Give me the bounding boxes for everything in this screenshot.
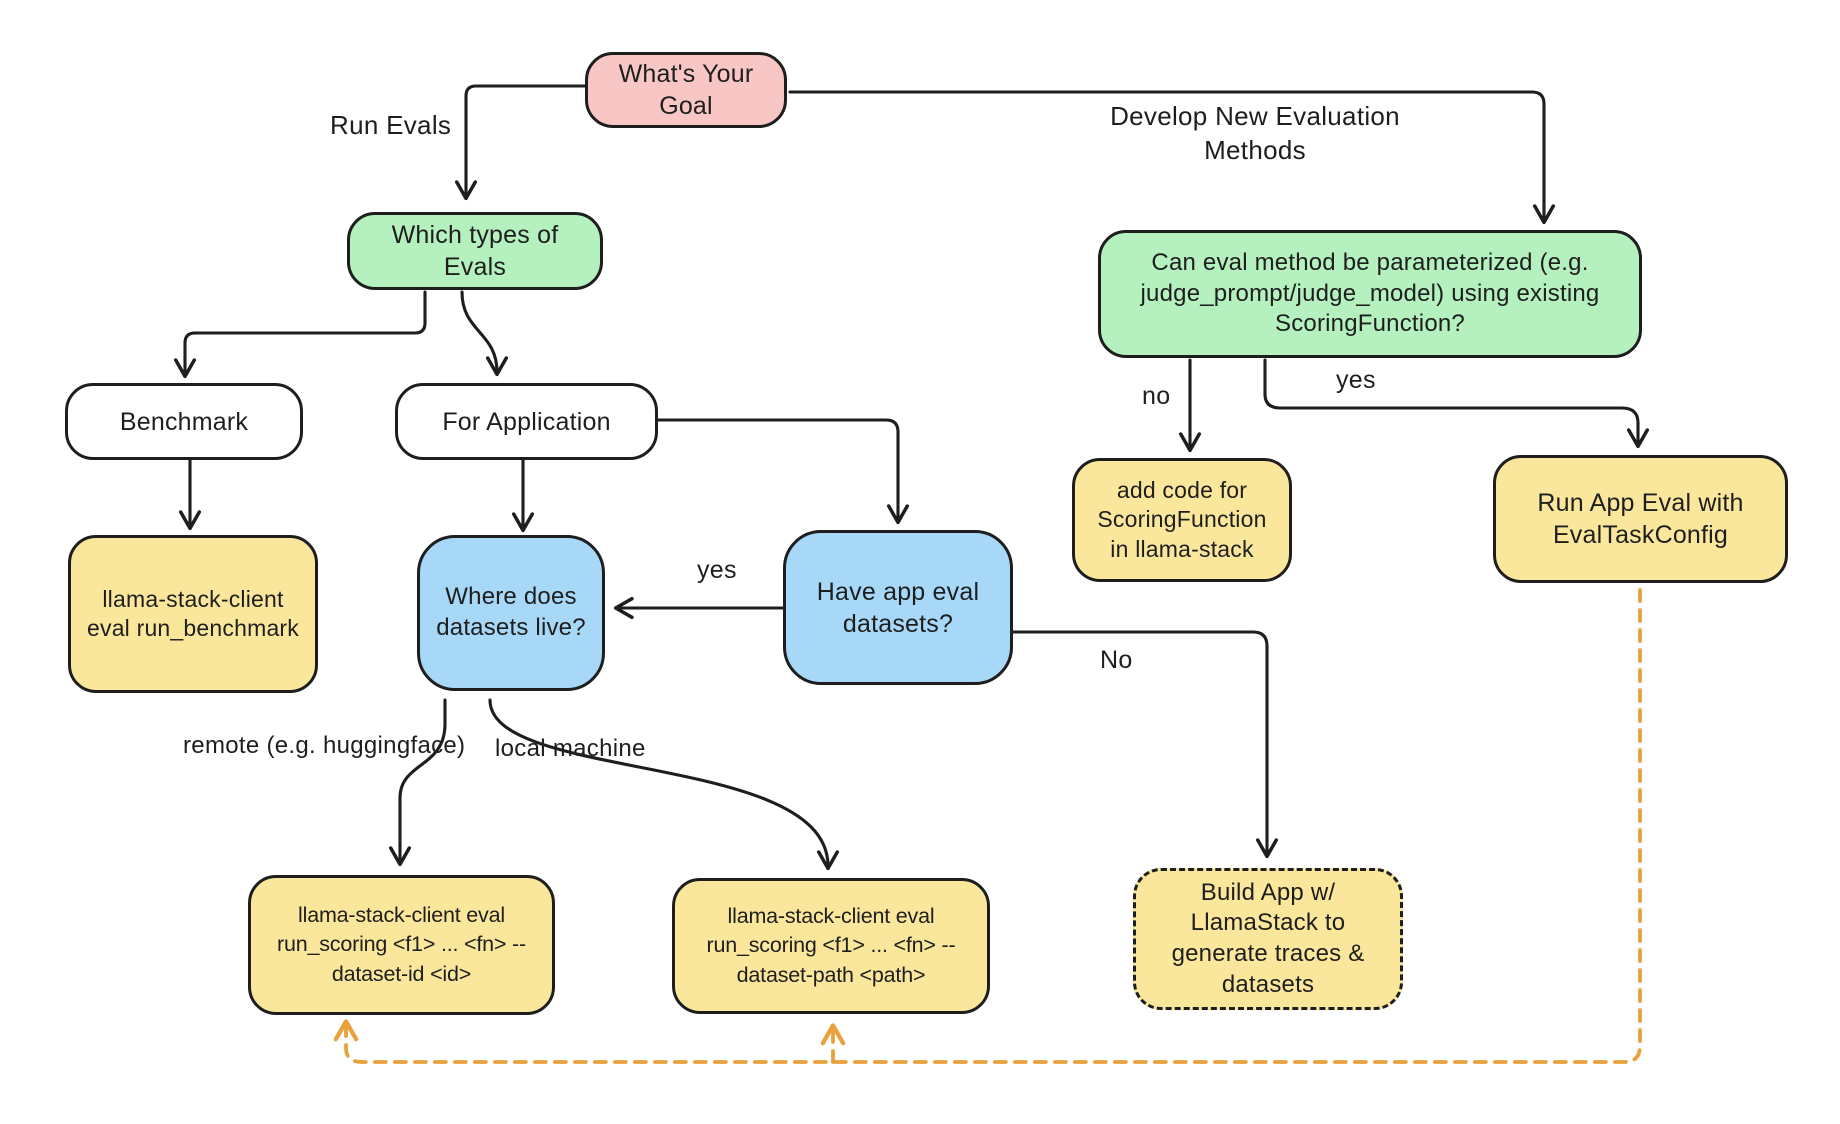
edge-param-yes-to-run-app-eval: [1265, 360, 1638, 444]
node-run-benchmark-cmd: llama-stack-client eval run_benchmark: [68, 535, 318, 693]
edge-where-datasets-remote: [400, 700, 445, 862]
node-add-scoring-function-code: add code for ScoringFunction in llama-stack: [1072, 458, 1292, 582]
label-no-datasets: No: [1100, 646, 1133, 674]
label-no-param: no: [1142, 382, 1171, 410]
node-run-scoring-dataset-id-cmd: llama-stack-client eval run_scoring <f1> ... <fn> --dataset-id <id>: [248, 875, 555, 1015]
node-param-question: Can eval method be parameterized (e.g. judge_prompt/judge_model) using existing ScoringFunction?: [1098, 230, 1642, 358]
edge-which-types-to-for-application: [462, 292, 497, 372]
edge-which-types-to-benchmark: [185, 292, 425, 374]
edge-have-datasets-no-to-build-app: [1013, 632, 1267, 854]
label-yes-have-datasets: yes: [697, 556, 737, 584]
node-build-app-llamastack: Build App w/ LlamaStack to generate traces & datasets: [1133, 868, 1403, 1010]
node-have-app-eval-datasets: Have app eval datasets?: [783, 530, 1013, 685]
node-run-scoring-dataset-path-cmd: llama-stack-client eval run_scoring <f1> ... <fn> --dataset-path <path>: [672, 878, 990, 1014]
label-develop-new-evaluation-methods: Develop New Evaluation Methods: [1110, 101, 1400, 165]
edge-where-datasets-local: [490, 700, 828, 866]
node-whats-your-goal: What's Your Goal: [585, 52, 787, 128]
node-where-datasets-live: Where does datasets live?: [417, 535, 605, 691]
label-yes-param: yes: [1336, 366, 1376, 394]
label-local-machine: local machine: [495, 735, 646, 762]
label-run-evals: Run Evals: [330, 110, 452, 140]
node-run-app-eval: Run App Eval with EvalTaskConfig: [1493, 455, 1788, 583]
node-for-application: For Application: [395, 383, 658, 460]
node-which-types-of-evals: Which types of Evals: [347, 212, 603, 290]
node-benchmark: Benchmark: [65, 383, 303, 460]
edge-goal-to-which-types: [466, 86, 585, 196]
label-remote-huggingface: remote (e.g. huggingface): [183, 732, 466, 759]
edge-for-application-to-have-datasets: [658, 420, 898, 520]
